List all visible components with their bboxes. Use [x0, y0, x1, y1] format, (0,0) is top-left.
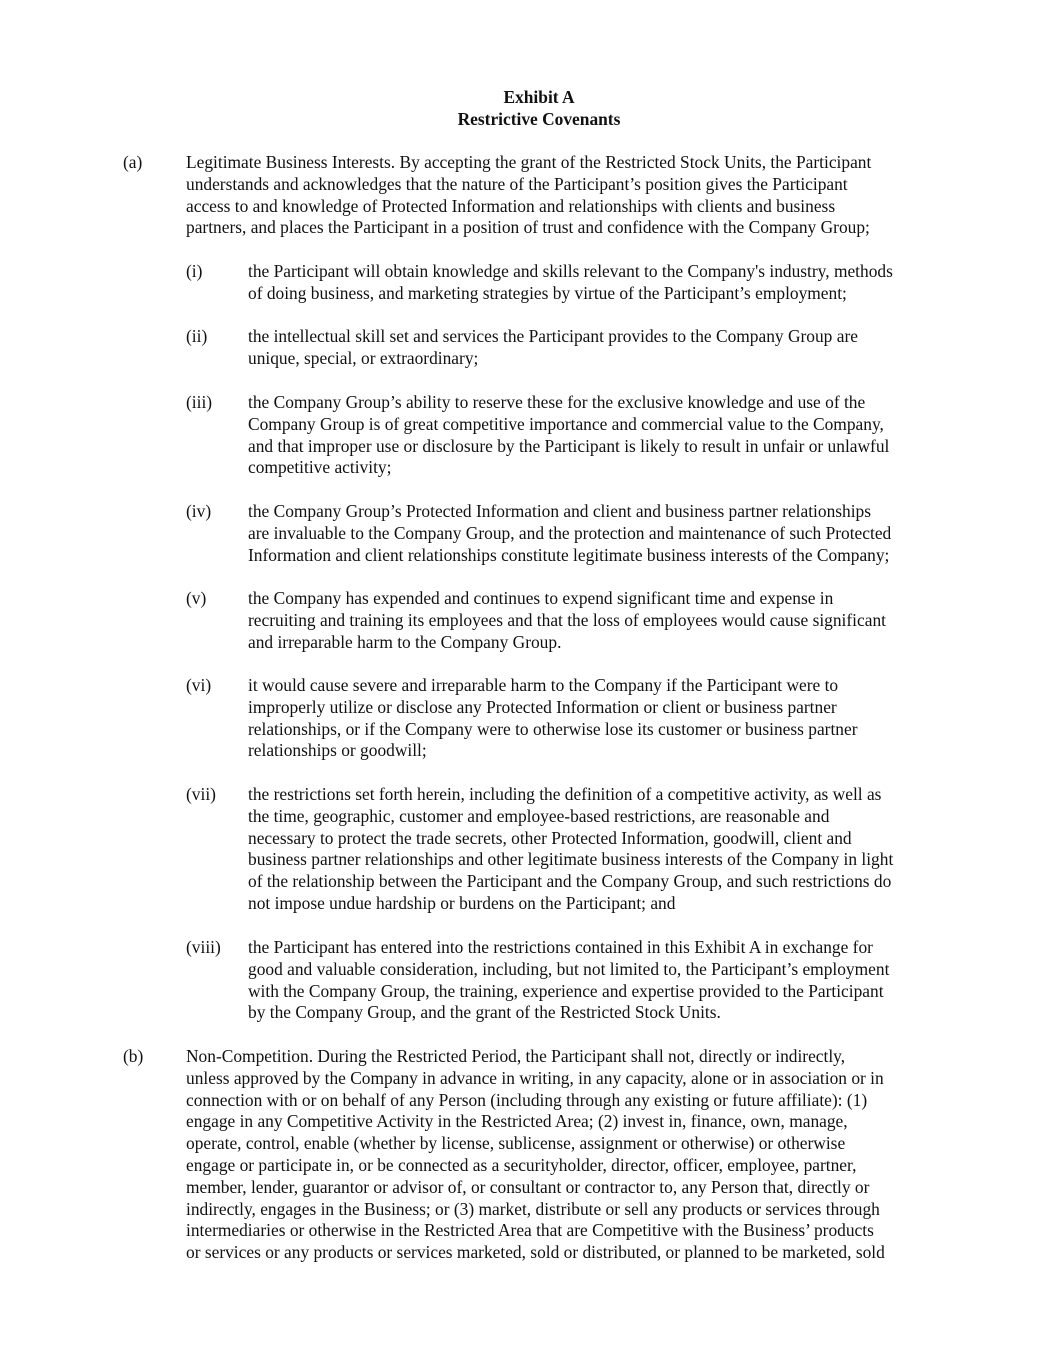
text-line: access to and knowledge of Protected Information and relationships with clients and business: [186, 195, 836, 216]
subsection-text: [248, 501, 960, 566]
text-line: relationships, or if the Company were to otherwise lose its customer or business partner: [248, 718, 858, 739]
text-line: improperly utilize or disclose any Protected Information or client or business partner: [248, 696, 837, 717]
text-line: and irreparable harm to the Company Group.: [248, 631, 562, 652]
text-line: operate, control, enable (whether by license, sublicense, assignment or otherwise) or otherwise: [186, 1133, 846, 1154]
text-line: unique, special, or extraordinary;: [248, 347, 479, 368]
text-line: are invaluable to the Company Group, and the protection and maintenance of such Protected: [248, 522, 892, 543]
section-label: (a): [123, 152, 143, 172]
text-line: the restrictions set forth herein, including the definition of a competitive activity, as well as: [248, 784, 882, 804]
text-line: relationships or goodwill;: [248, 740, 427, 761]
text-line: business partner relationships and other legitimate business interests of the Company in light: [248, 849, 894, 870]
subsection-text: [248, 326, 960, 370]
exhibit-title: Exhibit A: [503, 87, 575, 107]
text-line: with the Company Group, the training, experience and expertise provided to the Participant: [248, 980, 884, 1001]
subsection-text: [248, 675, 960, 762]
text-line: the intellectual skill set and services the Participant provides to the Company Group are: [248, 326, 858, 346]
text-line: the Participant will obtain knowledge and skills relevant to the Company's industry, methods: [248, 261, 893, 281]
text-line: understands and acknowledges that the nature of the Participant’s position gives the Participant: [186, 173, 848, 194]
exhibit-subtitle: Restrictive Covenants: [457, 108, 621, 129]
subsection-text: [248, 261, 960, 305]
subsection-label: (iii): [186, 392, 213, 412]
text-line: connection with or on behalf of any Person (including through any existing or future affiliate): (1): [186, 1089, 868, 1110]
text-line: Information and client relationships constitute legitimate business interests of the Company;: [248, 544, 890, 565]
text-line: Company Group is of great competitive importance and commercial value to the Company,: [248, 413, 884, 434]
text-line: engage in any Competitive Activity in the Restricted Area; (2) invest in, finance, own, manage,: [186, 1111, 848, 1132]
subsection-label: (v): [186, 588, 207, 608]
text-line: the Company has expended and continues to expend significant time and expense in: [248, 588, 834, 608]
text-line: engage or participate in, or be connected as a securityholder, director, officer, employee, partner,: [186, 1154, 857, 1175]
text-line: necessary to protect the trade secrets, other Protected Information, goodwill, client and: [248, 827, 852, 848]
subsection-label: (i): [186, 261, 203, 281]
section-text: [186, 152, 966, 239]
subsection-label: (ii): [186, 326, 208, 346]
exhibit-heading: [0, 87, 1055, 131]
text-line: Non-Competition. During the Restricted Period, the Participant shall not, directly or indirectly,: [186, 1046, 846, 1066]
subsection-text: [248, 937, 960, 1024]
text-line: by the Company Group, and the grant of the Restricted Stock Units.: [248, 1002, 721, 1023]
section-label: (b): [123, 1046, 144, 1066]
subsection-label: (vi): [186, 675, 212, 695]
text-line: Legitimate Business Interests. By accepting the grant of the Restricted Stock Units, the Participant: [186, 152, 872, 172]
text-line: of the relationship between the Participant and the Company Group, and such restrictions do: [248, 871, 892, 892]
text-line: competitive activity;: [248, 457, 392, 478]
text-line: or services or any products or services marketed, sold or distributed, or planned to be marketed, sold: [186, 1242, 885, 1263]
text-line: indirectly, engages in the Business; or (3) market, distribute or sell any products or services through: [186, 1198, 880, 1219]
subsection-text: [248, 392, 960, 479]
subsection-label: (iv): [186, 501, 212, 521]
subsection-text: [248, 588, 960, 653]
text-line: of doing business, and marketing strategies by virtue of the Participant’s employment;: [248, 282, 847, 303]
text-line: good and valuable consideration, including, but not limited to, the Participant’s employment: [248, 958, 890, 979]
text-line: it would cause severe and irreparable harm to the Company if the Participant were to: [248, 675, 839, 695]
text-line: the Company Group’s ability to reserve these for the exclusive knowledge and use of the: [248, 392, 866, 412]
text-line: intermediaries or otherwise in the Restricted Area that are Competitive with the Business’ products: [186, 1220, 874, 1241]
section-text: [186, 1046, 966, 1264]
text-line: member, lender, guarantor or advisor of, or consultant or contractor to, any Person that, directly or: [186, 1176, 870, 1197]
text-line: the Participant has entered into the restrictions contained in this Exhibit A in exchange for: [248, 937, 873, 957]
text-line: the Company Group’s Protected Information and client and business partner relationships: [248, 501, 872, 521]
text-line: partners, and places the Participant in a position of trust and confidence with the Company Group;: [186, 217, 870, 238]
text-line: the time, geographic, customer and employee-based restrictions, are reasonable and: [248, 805, 830, 826]
subsection-text: [248, 784, 960, 915]
text-line: and that improper use or disclosure by the Participant is likely to result in unfair or unlawful: [248, 435, 890, 456]
subsection-label: (vii): [186, 784, 216, 804]
text-line: unless approved by the Company in advance in writing, in any capacity, alone or in association or in: [186, 1067, 884, 1088]
text-line: recruiting and training its employees and that the loss of employees would cause significant: [248, 609, 886, 630]
text-line: not impose undue hardship or burdens on the Participant; and: [248, 892, 676, 913]
subsection-label: (viii): [186, 937, 221, 957]
